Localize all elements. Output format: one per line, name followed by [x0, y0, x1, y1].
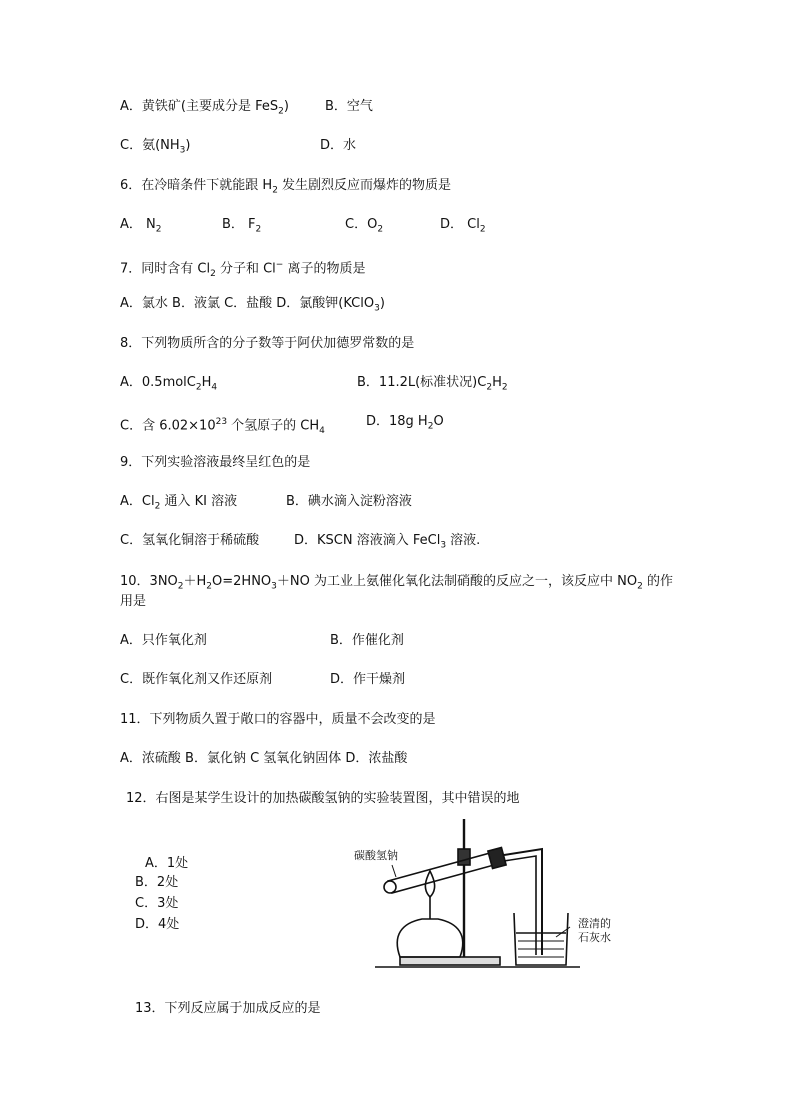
q6-stem-text: 6．在冷暗条件下就能跟 H — [120, 178, 273, 193]
q6-d-text: D． Cl — [440, 217, 480, 232]
q6-stem — [120, 177, 451, 200]
q10-s1-sub: 2 — [177, 581, 184, 592]
q10-option-b: B．作催化剂 — [330, 633, 404, 648]
q8-stem: 8．下列物质所含的分子数等于阿伏加德罗常数的是 — [120, 336, 415, 351]
q8-b-sub1: 2 — [486, 382, 493, 393]
q6-option-b — [222, 216, 261, 239]
q9-d-sub: 3 — [440, 540, 447, 551]
q10-s1: 10．3NO — [120, 574, 178, 589]
q8-b-1: B．11.2L(标准状况)C — [357, 375, 487, 390]
q9-option-c: C．氢氧化铜溶于稀硫酸 — [120, 533, 260, 548]
q7-stem — [120, 256, 365, 283]
q7-options-suffix: ) — [379, 296, 385, 311]
q8-option-b — [357, 374, 508, 397]
q9-a-1: A．Cl — [120, 494, 155, 509]
q7-stem-2: 分子和 Cl — [215, 261, 276, 277]
q12-option-a: A．1处 — [145, 856, 189, 871]
q8-d-2: O — [433, 414, 444, 429]
q8-option-d — [366, 413, 444, 436]
q13-stem: 13．下列反应属于加成反应的是 — [135, 1001, 321, 1016]
q9-a-2: 通入 KI 溶液 — [160, 494, 238, 509]
q8-a-sub1: 2 — [195, 382, 202, 393]
q12-option-d: D．4处 — [135, 917, 180, 932]
q8-c-sup: 23 — [215, 417, 228, 427]
q9-d-2: 溶液. — [446, 533, 481, 548]
q12-option-b: B．2处 — [135, 875, 179, 890]
tube-label-pointer — [392, 865, 396, 877]
q5-a-suffix: ) — [283, 99, 289, 114]
q8-a-sub2: 4 — [211, 382, 218, 393]
q10-s2-sub: 2 — [206, 581, 213, 592]
q10-s2: ＋H — [183, 574, 207, 589]
q10-s3: O=2HNO — [212, 574, 272, 589]
q5-option-a — [120, 98, 289, 121]
q11-stem: 11．下列物质久置于敞口的容器中，质量不会改变的是 — [120, 712, 436, 727]
q8-d-sub: 2 — [427, 421, 434, 432]
q8-a-2: H — [201, 375, 212, 390]
q8-option-c — [120, 413, 325, 440]
q10-option-a: A．只作氧化剂 — [120, 633, 207, 648]
q10-s4-sub: 2 — [637, 581, 643, 592]
q10-option-c: C．既作氧化剂又作还原剂 — [120, 672, 273, 687]
q8-b-sub2: 2 — [501, 382, 508, 393]
q8-b-2: H — [492, 375, 502, 390]
q7-options-sub: 3 — [374, 303, 380, 314]
q5-option-c — [120, 137, 190, 160]
q7-options — [120, 295, 385, 318]
q5-a-text: A．黄铁矿(主要成分是 FeS — [120, 99, 279, 114]
apparatus-figure — [330, 815, 630, 971]
q12-option-c: C．3处 — [135, 896, 179, 911]
q5-a-sub: 2 — [278, 106, 284, 117]
q9-option-b: B．碘水滴入淀粉溶液 — [286, 494, 412, 509]
q6-stem-sub: 2 — [272, 185, 278, 196]
q7-options-text: A．氯水 B．液氯 C．盐酸 D．氯酸钾(KClO — [120, 296, 375, 311]
q10-s5: 的作 — [642, 574, 673, 589]
q7-stem-sub: 2 — [210, 268, 216, 279]
q12-stem: 12．右图是某学生设计的加热碳酸氢钠的实验装置图，其中错误的地 — [126, 791, 520, 806]
figure-label-limewater-2: 石灰水 — [578, 931, 611, 944]
q5-c-suffix: ) — [185, 138, 191, 153]
figure-label-sodium-bicarbonate: 碳酸氢钠 — [354, 849, 398, 862]
q9-a-sub: 2 — [154, 501, 161, 512]
test-tube — [388, 853, 494, 893]
q5-c-sub: 3 — [179, 145, 186, 156]
q10-stem-line2: 用是 — [120, 594, 147, 609]
q6-b-sub: 2 — [255, 224, 262, 235]
q9-d-1: D．KSCN 溶液滴入 FeCl — [294, 533, 441, 548]
q6-option-d — [440, 216, 486, 239]
q7-stem-3: 离子的物质是 — [283, 261, 366, 277]
q6-option-a — [120, 216, 162, 239]
q6-c-text: C．O — [345, 217, 378, 232]
q7-stem-1: 7．同时含有 Cl — [120, 261, 211, 277]
q6-d-sub: 2 — [479, 224, 486, 235]
q9-stem: 9．下列实验溶液最终呈红色的是 — [120, 455, 311, 470]
q5-option-b: B．空气 — [325, 99, 373, 114]
clamp — [458, 849, 470, 865]
q6-b-text: B． F — [222, 217, 256, 232]
q6-c-sub: 2 — [377, 224, 384, 235]
q10-s3-sub: 3 — [271, 581, 277, 592]
q8-c-sub: 4 — [319, 425, 325, 436]
alcohol-lamp — [397, 919, 463, 957]
q10-s4: ＋NO 为工业上氨催化氧化法制硝酸的反应之一，该反应中 NO — [276, 574, 638, 589]
stand-base — [400, 957, 500, 965]
q7-stem-sup: − — [275, 260, 284, 270]
q6-option-c — [345, 216, 383, 239]
tube-bottom — [384, 881, 396, 893]
q6-a-text: A． N — [120, 217, 156, 232]
q10-option-d: D．作干燥剂 — [330, 672, 406, 687]
q8-option-a — [120, 374, 217, 397]
q9-option-a — [120, 493, 237, 516]
figure-label-limewater-1: 澄清的 — [578, 917, 611, 930]
q6-stem-suffix: 发生剧烈反应而爆炸的物质是 — [277, 178, 452, 193]
q5-option-d: D．水 — [320, 138, 357, 153]
q10-stem-line1 — [120, 573, 673, 596]
q6-a-sub: 2 — [155, 224, 162, 235]
q8-d-1: D．18g H — [366, 414, 428, 429]
delivery-tube-inner — [504, 856, 536, 955]
q5-c-text: C．氨(NH — [120, 138, 180, 153]
q8-c-1: C．含 6.02×10 — [120, 418, 216, 434]
q8-a-1: A．0.5molC — [120, 375, 196, 390]
q9-option-d — [294, 532, 480, 555]
q11-options: A．浓硫酸 B．氯化钠 C 氢氧化钠固体 D．浓盐酸 — [120, 751, 408, 766]
q8-c-2: 个氢原子的 CH — [227, 418, 320, 434]
